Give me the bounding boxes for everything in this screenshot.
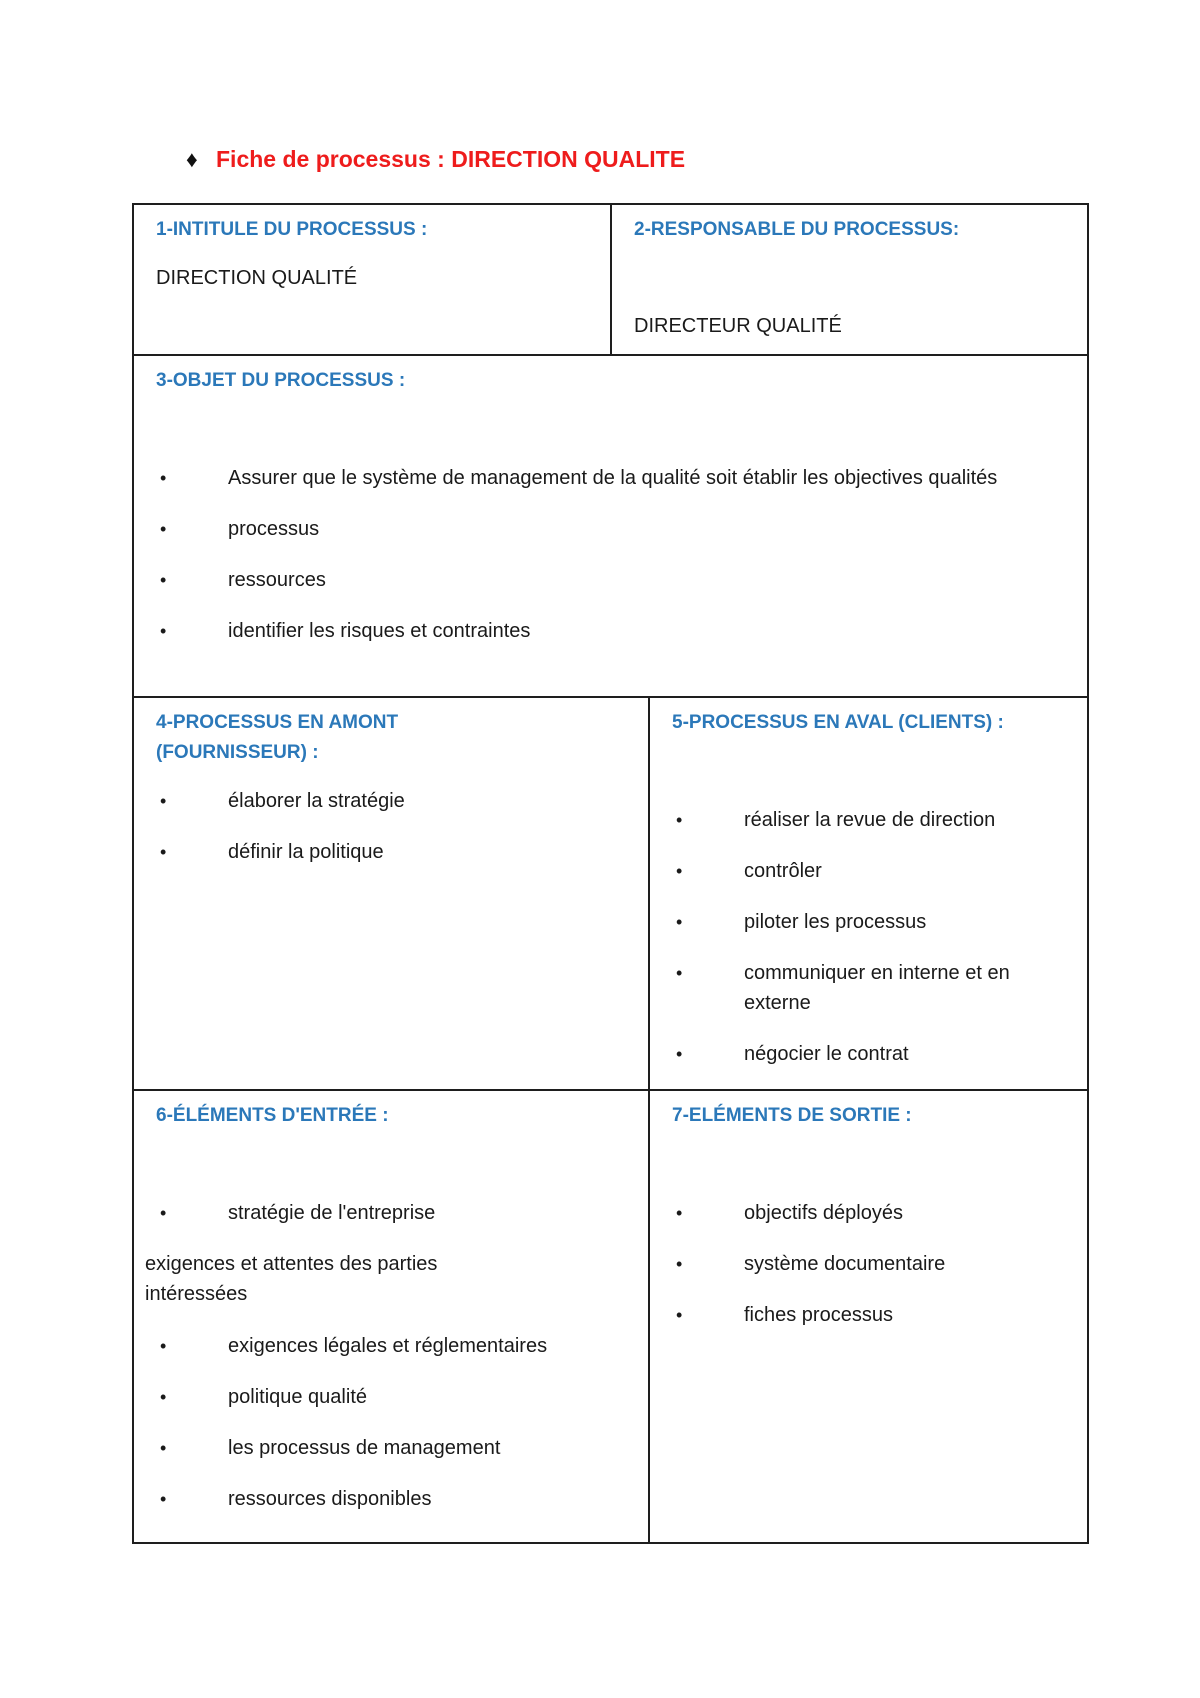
list-item	[156, 1484, 626, 1514]
bullet-icon: •	[160, 842, 167, 862]
section-objet	[132, 354, 1089, 698]
list-item-text: objectifs déployés	[744, 1202, 903, 1224]
section-heading: 4-PROCESSUS EN AMONT (FOURNISSEUR) :	[156, 712, 399, 763]
list-item	[672, 1198, 1065, 1228]
bullet-icon: •	[676, 1044, 683, 1064]
bullet-icon: •	[676, 1305, 683, 1325]
list-item	[156, 514, 1065, 544]
list-item	[672, 856, 1065, 886]
list-item-text: réaliser la revue de direction	[744, 809, 996, 831]
list-item-text: politique qualité	[228, 1386, 367, 1408]
aval-list	[672, 805, 1065, 1069]
list-item	[672, 1039, 1065, 1069]
list-item	[156, 837, 626, 867]
bullet-icon: •	[676, 912, 683, 932]
section-heading: 3-OBJET DU PROCESSUS :	[156, 370, 406, 391]
list-item-text: processus	[228, 518, 320, 540]
list-item	[156, 1331, 626, 1361]
list-item	[156, 616, 1065, 646]
bullet-icon: •	[676, 810, 683, 830]
bullet-icon: •	[676, 963, 683, 983]
list-item	[672, 1300, 1065, 1330]
list-item	[672, 958, 1065, 1018]
bullet-icon: •	[160, 621, 167, 641]
list-item-text: ressources	[228, 569, 326, 591]
entree-list-after	[145, 1331, 626, 1514]
list-item	[672, 907, 1065, 937]
list-item-text: contrôler	[744, 860, 822, 882]
list-item-text: communiquer en interne et en externe	[744, 962, 1010, 1014]
list-item	[672, 805, 1065, 835]
bullet-icon: •	[676, 1254, 683, 1274]
section-heading: 6-ÉLÉMENTS D'ENTRÉE :	[156, 1105, 389, 1126]
bullet-icon: •	[160, 1203, 167, 1223]
section-heading: 2-RESPONSABLE DU PROCESSUS:	[634, 219, 960, 240]
diamond-bullet-icon: ♦	[186, 146, 198, 172]
list-item-text: les processus de management	[228, 1437, 501, 1459]
bullet-icon: •	[160, 1438, 167, 1458]
section-sortie	[648, 1089, 1089, 1544]
list-item-text: stratégie de l'entreprise	[228, 1202, 436, 1224]
list-item-text: élaborer la stratégie	[228, 790, 405, 812]
bullet-icon: •	[160, 791, 167, 811]
section-amont	[132, 696, 650, 1091]
process-owner: DIRECTEUR QUALITÉ	[634, 315, 842, 337]
section-heading: 5-PROCESSUS EN AVAL (CLIENTS) :	[672, 712, 1004, 733]
section-intitule	[132, 203, 612, 356]
title-name: DIRECTION QUALITE	[451, 146, 686, 172]
page-title	[186, 146, 685, 173]
bullet-icon: •	[160, 1387, 167, 1407]
list-item-text: identifier les risques et contraintes	[228, 620, 531, 642]
list-item-text: exigences légales et réglementaires	[228, 1335, 548, 1357]
amont-list	[156, 786, 626, 867]
bullet-icon: •	[160, 519, 167, 539]
list-item-text: négocier le contrat	[744, 1043, 909, 1065]
bullet-icon: •	[160, 1336, 167, 1356]
list-item	[156, 1198, 626, 1228]
bullet-icon: •	[676, 861, 683, 881]
list-item-text: fiches processus	[744, 1304, 893, 1326]
list-item-text: définir la politique	[228, 841, 384, 863]
sortie-list	[672, 1198, 1065, 1330]
list-item-text: ressources disponibles	[228, 1488, 432, 1510]
list-item-text: Assurer que le système de management de la qualité soit établir les objectives qualités	[228, 467, 998, 489]
list-item	[672, 1249, 1065, 1279]
entree-list-before	[145, 1198, 626, 1228]
title-prefix: Fiche de processus :	[216, 146, 452, 172]
list-item	[156, 463, 1065, 493]
section-heading: 1-INTITULE DU PROCESSUS :	[156, 219, 428, 240]
entree-plain-text: exigences et attentes des parties intéressées	[145, 1253, 438, 1305]
bullet-icon: •	[160, 570, 167, 590]
list-item-text: système documentaire	[744, 1253, 946, 1275]
bullet-icon: •	[160, 468, 167, 488]
objet-list	[156, 463, 1065, 646]
list-item-text: piloter les processus	[744, 911, 927, 933]
list-item	[156, 1382, 626, 1412]
bullet-icon: •	[676, 1203, 683, 1223]
list-item	[156, 1433, 626, 1463]
process-name: DIRECTION QUALITÉ	[156, 267, 358, 289]
section-aval	[648, 696, 1089, 1091]
list-item	[156, 565, 1065, 595]
section-heading: 7-ELÉMENTS DE SORTIE :	[672, 1105, 912, 1126]
bullet-icon: •	[160, 1489, 167, 1509]
section-responsable	[610, 203, 1089, 356]
list-item	[156, 786, 626, 816]
section-entree	[132, 1089, 650, 1544]
